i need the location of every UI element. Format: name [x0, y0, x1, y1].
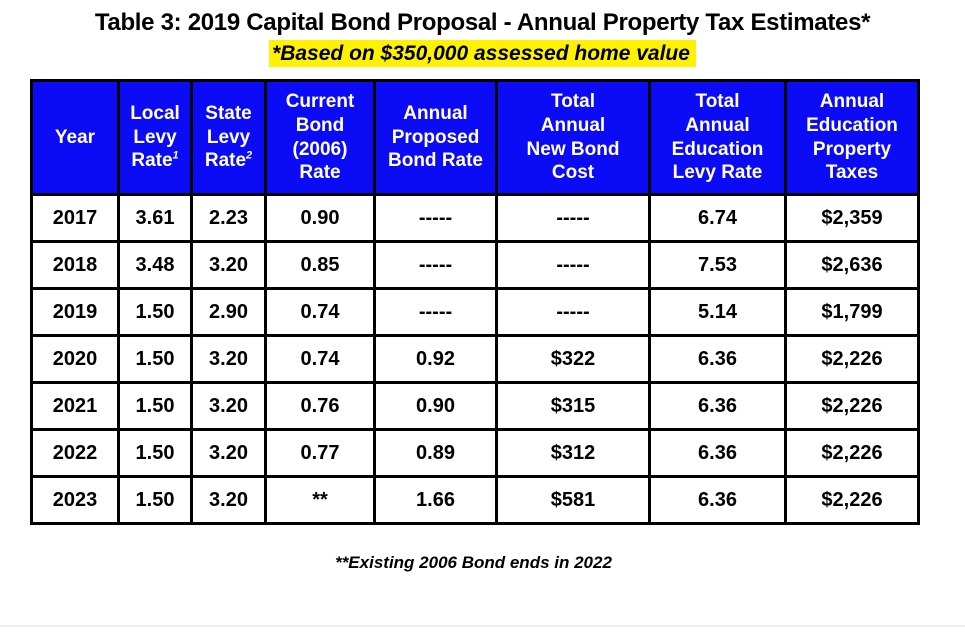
- table-body: [32, 195, 919, 524]
- column-header-line: Local: [130, 102, 180, 124]
- value-cell: 2.23: [192, 195, 266, 242]
- value-cell: 5.14: [650, 289, 786, 336]
- value-cell: 6.74: [650, 195, 786, 242]
- column-header-line: Proposed: [391, 126, 480, 148]
- value-cell: $2,226: [786, 336, 919, 383]
- value-cell: 3.20: [192, 242, 266, 289]
- column-header-line: Total: [695, 90, 740, 112]
- subtitle-highlight: *Based on $350,000 assessed home value: [269, 40, 696, 67]
- table-row: [32, 430, 919, 477]
- value-cell: 0.74: [266, 289, 375, 336]
- column-header-line: Total: [551, 90, 595, 112]
- column-header-line: Rate$^2$: [204, 150, 253, 172]
- value-cell: 0.89: [375, 430, 497, 477]
- value-cell: -----: [497, 289, 650, 336]
- column-header-line: Levy: [206, 126, 251, 148]
- value-cell: $2,359: [786, 195, 919, 242]
- column-header: [650, 81, 786, 195]
- column-header: [786, 81, 919, 195]
- value-cell: 6.36: [650, 383, 786, 430]
- year-cell: 2020: [32, 336, 119, 383]
- column-header-line: Rate$^1$: [131, 150, 179, 172]
- column-header-line: Annual: [819, 90, 885, 112]
- value-cell: 0.76: [266, 383, 375, 430]
- value-cell: 1.66: [375, 477, 497, 524]
- value-cell: 3.20: [192, 430, 266, 477]
- column-header-line: Annual: [540, 114, 606, 136]
- value-cell: 1.50: [119, 336, 192, 383]
- value-cell: $2,226: [786, 383, 919, 430]
- column-header-line: Bond Rate: [388, 150, 483, 172]
- value-cell: 3.20: [192, 336, 266, 383]
- value-cell: 1.50: [119, 289, 192, 336]
- column-header-line: Education: [671, 138, 764, 160]
- value-cell: 0.74: [266, 336, 375, 383]
- value-cell: **: [266, 477, 375, 524]
- value-cell: 0.92: [375, 336, 497, 383]
- value-cell: 3.61: [119, 195, 192, 242]
- value-cell: $1,799: [786, 289, 919, 336]
- table-row: [32, 242, 919, 289]
- bottom-edge-line: [0, 625, 965, 627]
- year-cell: 2023: [32, 477, 119, 524]
- column-header-line: Education: [806, 114, 898, 136]
- value-cell: $2,226: [786, 430, 919, 477]
- column-header-line: Levy: [133, 126, 177, 148]
- column-header-line: Taxes: [825, 162, 879, 184]
- value-cell: 1.50: [119, 383, 192, 430]
- value-cell: $581: [497, 477, 650, 524]
- column-header: [497, 81, 650, 195]
- table-row: [32, 336, 919, 383]
- column-header-line: State: [205, 102, 252, 124]
- column-header-line: Cost: [551, 162, 595, 184]
- column-header: [266, 81, 375, 195]
- column-header-line: Year: [54, 126, 96, 148]
- value-cell: 3.20: [192, 383, 266, 430]
- page-title: Table 3: 2019 Capital Bond Proposal - Annual Property Tax Estimates*: [94, 9, 871, 36]
- value-cell: $2,636: [786, 242, 919, 289]
- value-cell: $312: [497, 430, 650, 477]
- value-cell: 3.48: [119, 242, 192, 289]
- value-cell: 1.50: [119, 430, 192, 477]
- value-cell: $322: [497, 336, 650, 383]
- column-header-line: Annual: [403, 102, 468, 124]
- value-cell: 0.85: [266, 242, 375, 289]
- footnote-marker: 2: [246, 150, 253, 163]
- value-cell: 6.36: [650, 477, 786, 524]
- column-header-line: Current: [285, 90, 355, 112]
- subtitle-row: [0, 42, 965, 66]
- value-cell: -----: [497, 195, 650, 242]
- column-header-line: Levy Rate: [672, 162, 763, 184]
- value-cell: 0.90: [266, 195, 375, 242]
- column-header-line: Annual: [685, 114, 750, 136]
- column-header-line: Bond: [295, 114, 345, 136]
- column-header-line: (2006): [292, 138, 348, 160]
- table-footnote: **Existing 2006 Bond ends in 2022: [335, 553, 612, 572]
- value-cell: $2,226: [786, 477, 919, 524]
- footnote-marker: 1: [172, 150, 179, 163]
- value-cell: 3.20: [192, 477, 266, 524]
- value-cell: 6.36: [650, 430, 786, 477]
- value-cell: -----: [497, 242, 650, 289]
- value-cell: 6.36: [650, 336, 786, 383]
- column-header-line: Rate: [299, 162, 341, 184]
- value-cell: 7.53: [650, 242, 786, 289]
- year-cell: 2021: [32, 383, 119, 430]
- table-row: [32, 289, 919, 336]
- value-cell: 2.90: [192, 289, 266, 336]
- table-header-row: [32, 81, 919, 195]
- column-header-line: Property: [812, 138, 892, 160]
- column-header: [32, 81, 119, 195]
- year-cell: 2022: [32, 430, 119, 477]
- table-row: [32, 195, 919, 242]
- value-cell: $315: [497, 383, 650, 430]
- table-row: [32, 477, 919, 524]
- value-cell: 1.50: [119, 477, 192, 524]
- column-header: [119, 81, 192, 195]
- column-header: [192, 81, 266, 195]
- column-header: [375, 81, 497, 195]
- column-header-line: New Bond: [526, 138, 620, 160]
- value-cell: 0.90: [375, 383, 497, 430]
- value-cell: -----: [375, 195, 497, 242]
- value-cell: -----: [375, 242, 497, 289]
- bond-proposal-table: [30, 79, 920, 525]
- value-cell: 0.77: [266, 430, 375, 477]
- value-cell: -----: [375, 289, 497, 336]
- year-cell: 2019: [32, 289, 119, 336]
- year-cell: 2017: [32, 195, 119, 242]
- year-cell: 2018: [32, 242, 119, 289]
- table-row: [32, 383, 919, 430]
